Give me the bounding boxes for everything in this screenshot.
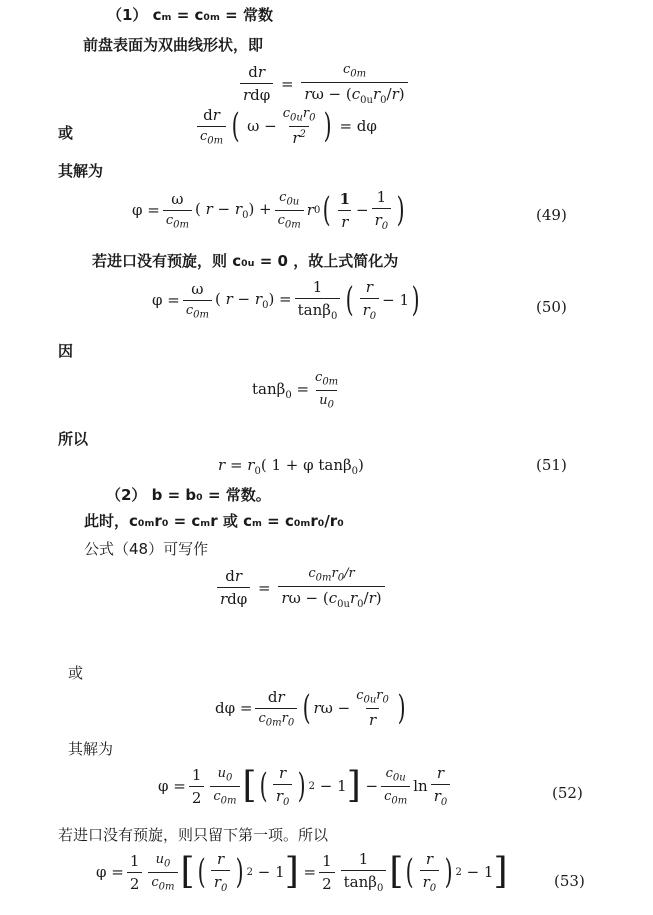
solution-label-2: 其解为 [68,740,114,758]
equation-hyperbola: dr rdφ = $\frac{c_{0m}}{r\omega - (c_{0u}r_0/r)}$ [237,62,411,106]
no-prerotation-text: 若进口没有预旋，则 c₀ᵤ = 0 ，故上式简化为 [92,252,399,270]
case2-heading: （2） b = b₀ = 常数。 [106,486,271,504]
equation-number-53: (53) [554,872,585,890]
or-label-2: 或 [68,664,84,682]
therefore-label: 所以 [58,430,89,448]
or-label: 或 [58,124,74,142]
equation-or-form: dr $c_{0m}$ ( ω − $\frac{c_{0u}r_0}{r^2}$ ) = dφ [194,106,377,147]
equation-53: φ = $\frac{1}{2}$ $u_0$ $c_{0m}$ [ ( r $r_0$ ) 2 − 1 ] = $\frac{1}{2}$ 1 tanβ$_0$ [ ( r $r_0$ ) 2 − 1 ] [96,850,508,894]
because-label: 因 [58,342,74,360]
equation-dphi: dφ = $\frac{dr}{c_{0m}r_0}$ ( rω − $\frac{c_{0u}r_0}{r}$ ) [215,688,406,729]
equation-50: φ = $\frac{\omega}{c_{0m}}$ ( $r - r_0$) = $\frac{1}{\tan\beta_0}$ ( r $r_0$ − 1 ) [152,278,420,322]
equation-tan-beta: tanβ$_0$ = $\frac{c_{0m}}{u_0}$ [252,370,339,411]
equation-number-52: (52) [552,784,583,802]
equation-49: φ = $\frac{\omega}{c_{0m}}$ ( $r - r_0$) + $\frac{c_{0u}}{c_{0m}}$ r 0 ( 1 r − $\frac{1}{r_0}$ ) [132,188,405,232]
case1-heading: （1） cₘ = c₀ₘ = 常数 [107,6,273,24]
equation-number-49: (49) [536,206,567,224]
only-first-term-text: 若进口没有预旋，则只留下第一项。所以 [58,826,329,844]
intro-text: 前盘表面为双曲线形状，即 [83,36,264,54]
solution-label: 其解为 [58,162,104,180]
at-this-time-text: 此时，c₀ₘr₀ = cₘr 或 cₘ = c₀ₘr₀/r₀ [84,512,344,530]
formula48-text: 公式（48）可写作 [84,540,209,558]
equation-52: φ = $\frac{1}{2}$ $u_0$ $c_{0m}$ [ ( r $r_0$ ) 2 − 1 ] − $\frac{c_{0u}}{c_{0m}}$ ln r $r_0$ [158,764,453,808]
equation-number-51: (51) [536,456,567,474]
equation-number-50: (50) [536,298,567,316]
equation-formula48: dr rdφ = $\frac{c_{0m}r_0/r}{r\omega - (c_{0u}r_0/r)}$ [214,566,388,610]
equation-51: $r = r_0$( 1 + φ tanβ$_0$) [218,456,364,477]
